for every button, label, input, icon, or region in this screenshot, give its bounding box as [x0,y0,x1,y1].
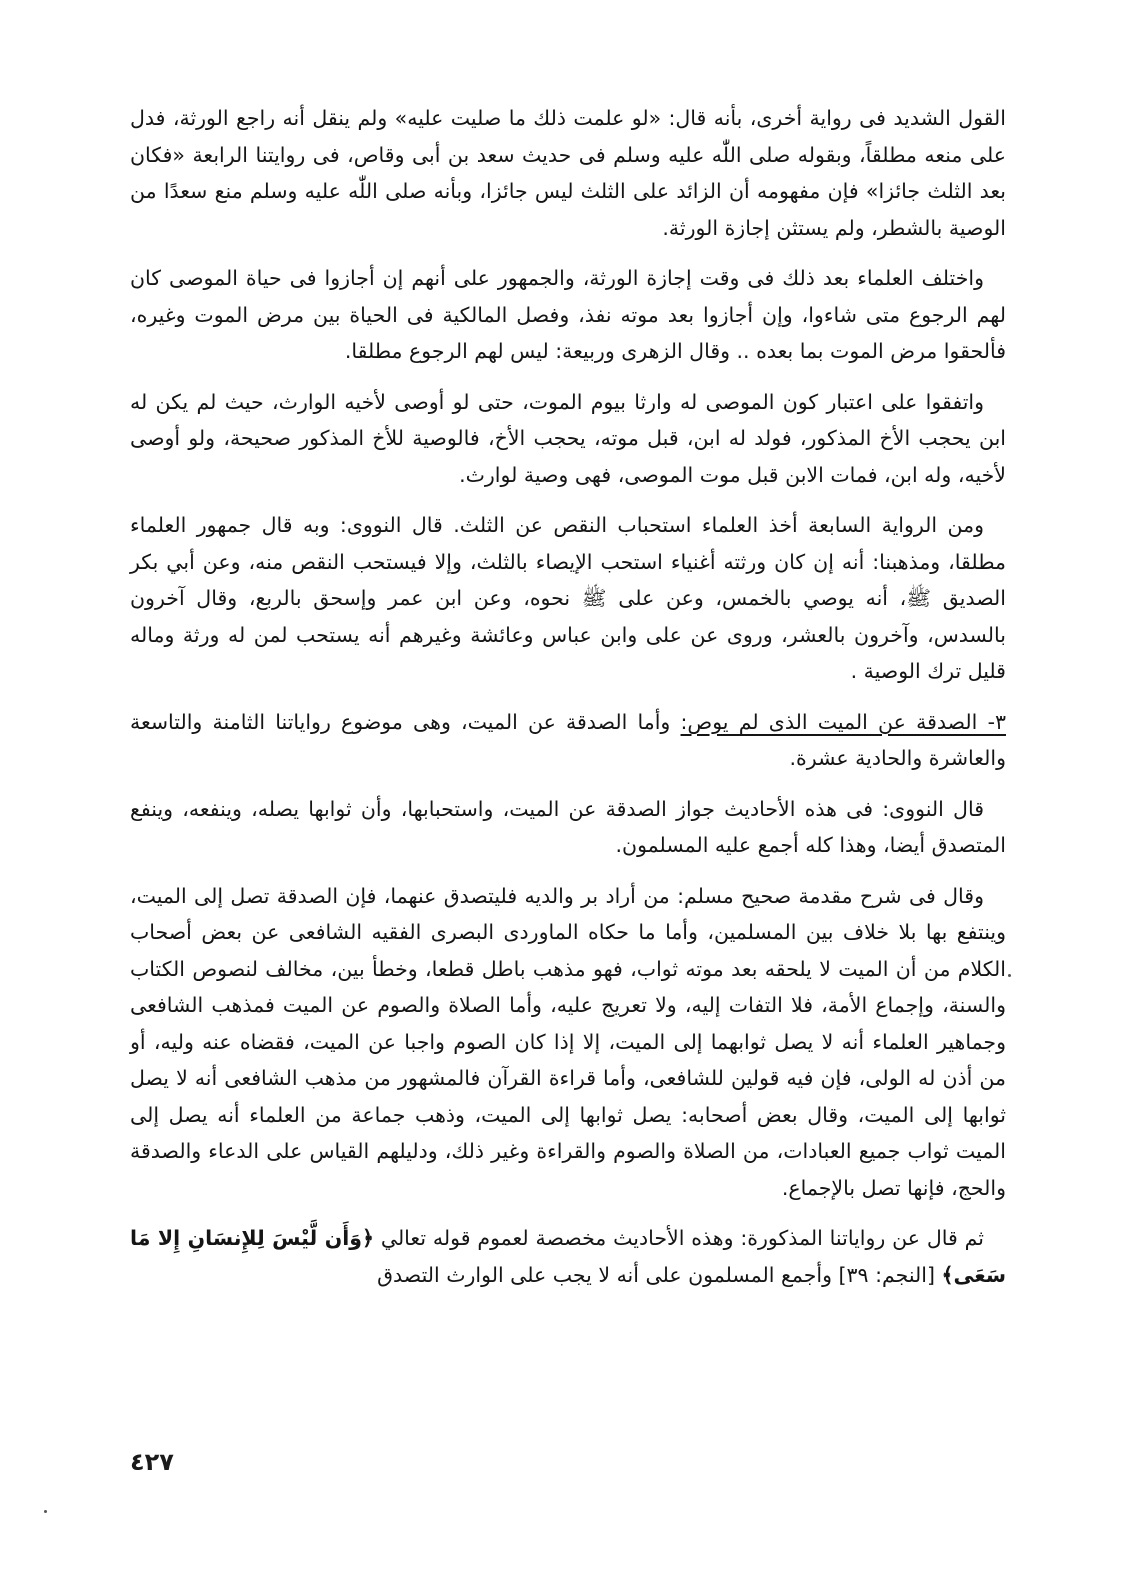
paragraph-6: قال النووى: فى هذه الأحاديث جواز الصدقة عن الميت، واستحبابها، وأن ثوابها يصله، وينفعه، وينفع المتصدق أيضا، وهذا كله أجمع عليه المسلمون. [130,796,1006,857]
section-heading: ٣- الصدقة عن الميت الذى لم يوص: [680,709,1006,734]
page-number: ٤٢٧ [130,1448,174,1476]
paragraph-3: واتفقوا على اعتبار كون الموصى له وارثا بيوم الموت، حتى لو أوصى لأخيه الوارث، حيث لم يكن له ابن يحجب الأخ المذكور، فولد له ابن، قبل موته، يحجب الأخ، فالوصية للأخ المذكور صحيحة، ولو أوصى لأخيه، وله ابن، فمات الابن قبل موت الموصى، فهى وصية لوارث. [130,389,1006,487]
scan-speck [44,1510,47,1513]
paragraph-5 [130,704,1006,777]
paragraph-1: القول الشديد فى رواية أخرى، بأنه قال: «لو علمت ذلك ما صليت عليه» ولم ينقل أنه راجع الورثة، فدل على منعه مطلقاً، وبقوله صلى اللّٰه عليه وسلم فى حديث سعد بن أبى وقاص، فى روايتنا الرابعة «فكان بعد الثلث جائزا» فإن مفهومه أن الزائد على الثلث ليس جائزا، وبأنه صلى اللّٰه عليه وسلم منع سعدًا من الوصية بالشطر، ولم يستثن إجازة الورثة. [130,106,1006,240]
paragraph-8-tail: [النجم: ٣٩] وأجمع المسلمون على أنه لا يجب على الوارث التصدق [377,1262,942,1287]
page-body [130,100,1006,1307]
paragraph-8-lead: ثم قال عن رواياتنا المذكورة: وهذه الأحاديث مخصصة لعموم قوله تعالي [373,1226,984,1250]
quran-verse: ﴿وَأَن لَّيْسَ لِلإِنسَانِ إِلا مَا سَعَى﴾ [130,1226,1006,1287]
paragraph-7: وقال فى شرح مقدمة صحيح مسلم: من أراد بر والديه فليتصدق عنهما، فإن الصدقة تصل إلى الميت، وينتفع بها بلا خلاف بين المسلمين، وأما ما حكاه الماوردى البصرى الفقيه الشافعى عن بعض أصحاب الكلام من أن الميت لا يلحقه بعد موته ثواب، فهو مذهب باطل قطعا، وخطأ بين، مخالف لنصوص الكتاب والسنة، وإجماع الأمة، فلا التفات إليه، ولا تعريج عليه، وأما الصلاة والصوم عن الميت فمذهب الشافعى وجماهير العلماء أنه لا يصل ثوابهما إلى الميت، إلا إذا كان الصوم واجبا عن الميت، فقضاه عنه وليه، أو من أذن له الولى، فإن فيه قولين للشافعى، وأما قراءة القرآن فالمشهور من مذهب الشافعى أنه لا يصل ثوابها إلى الميت، وقال بعض أصحابه: يصل ثوابها إلى الميت، وذهب جماعة من العلماء أنه يصل إلى الميت ثواب جميع العبادات، من الصلاة والصوم والقراءة وغير ذلك، ودليلهم القياس على الدعاء والصدقة والحج، فإنها تصل بالإجماع. [130,883,1006,1200]
paragraph-5-body: وأما الصدقة عن الميت، وهى موضوع رواياتنا الثامنة والتاسعة والعاشرة والحادية عشرة. [130,709,1006,770]
scan-speck [1008,974,1011,977]
paragraph-2: واختلف العلماء بعد ذلك فى وقت إجازة الورثة، والجمهور على أنهم إن أجازوا فى حياة الموصى كان لهم الرجوع متى شاءوا، وإن أجازوا بعد موته نفذ، وفصل المالكية فى الحياة بين مرض الموت وغيره، فألحقوا مرض الموت بما بعده .. وقال الزهرى وربيعة: ليس لهم الرجوع مطلقا. [130,266,1006,363]
paragraph-8 [130,1220,1006,1293]
paragraph-4: ومن الرواية السابعة أخذ العلماء استحباب النقص عن الثلث. قال النووى: وبه قال جمهور العلماء مطلقا، ومذهبنا: أنه إن كان ورثته أغنياء استحب الإيصاء بالثلث، وإلا فيستحب النقص منه، وعن أبي بكر الصديق ﷺ، أنه يوصي بالخمس، وعن على ﷺ نحوه، وعن ابن عمر وإسحق بالربع، وقال آخرون بالسدس، وآخرون بالعشر، وروى عن على وابن عباس وعائشة وغيرهم أنه يستحب لمن له ورثة وماله قليل ترك الوصية . [130,513,1006,683]
